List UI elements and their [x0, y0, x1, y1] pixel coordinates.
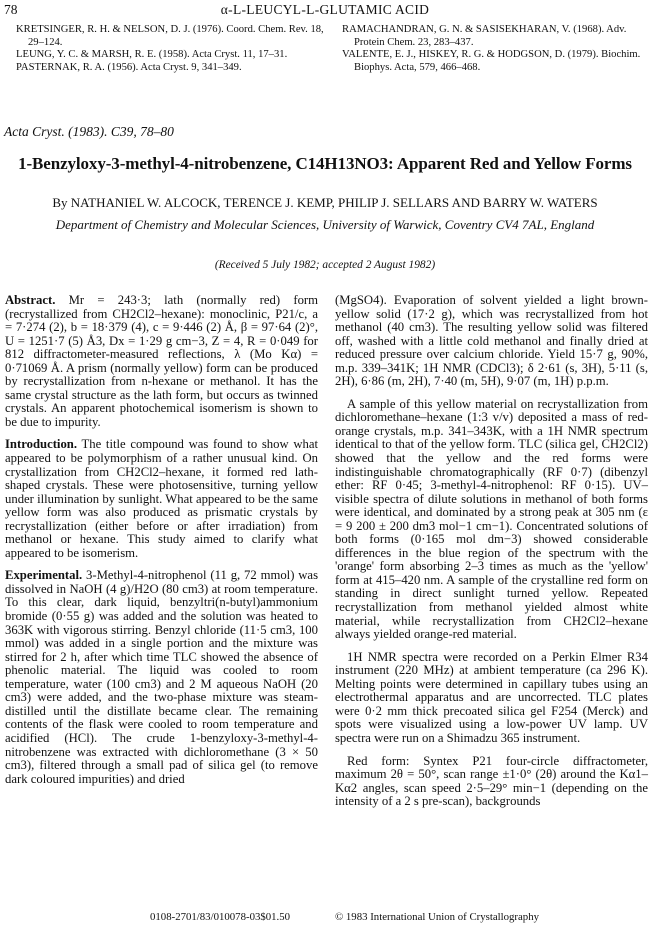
paragraph: A sample of this yellow material on recrystallization from dichloromethane–hexane (1:3 v/v) deposited a mass of red-orange crystals, m.p. 341–343K, with a 1H NMR spectrum identical to that of the yellow form. TLC (silica gel, CH2Cl2) showed that the yellow and the red forms were indistinguishable chromatographically (RF 0·7) (dibenzyl ether: RF 0·45; 3-methyl-4-nitrophenol: RF 0·15). UV–visible spectra of dilute solutions in methanol of both forms were identical, and dominated by a strong peak at 305 nm (ε = 9 200 ± 200 dm3 mol−1 cm−1). Concentrated solutions of both forms (0·165 mol dm−3) showed considerable differences in the blue region of the spectrum with the 'orange' form absorbing 2–3 times as much as the 'yellow' form at 415–420 nm. A sample of the crystalline red form on standing in direct sunlight turned yellow. Repeated recrystallization from methanol yielded almost white material, while recrystallization from CH2Cl2–hexane always yielded orange-red material. — [335, 396, 648, 642]
journal-reference: Acta Cryst. (1983). C39, 78–80 — [4, 124, 174, 139]
authors: By NATHANIEL W. ALCOCK, TERENCE J. KEMP, PHILIP J. SELLARS AND BARRY W. WATERS — [52, 195, 598, 210]
paragraph: 1H NMR spectra were recorded on a Perkin Elmer R34 instrument (220 MHz) at ambient temperature (ca 296 K). Melting points were determined in capillary tubes using an electrothermal apparatus and are uncorrected. TLC plates were 0·2 mm thick precoated silica gel F254 (Merck) and spots were visualized using a low-power UV lamp. UV spectra were run on a Shimadzu 365 instrument. — [335, 649, 648, 745]
abstract-text: Mr = 243·3; lath (normally red) form (recrystallized from CH2Cl2–hexane): monoclinic, P21/c, a = 7·274 (2), b = 18·379 (4), c = 9·446 (2) Å, β = 97·64 (2)°, U = 1251·7 (5) Å3, Dx = 1·29 g cm−3, Z = 4, R = 0·049 for 812 diffractometer-measured reflections, λ (Mo Kα) = 0·71069 Å. A prism (normally yellow) form can be produced by recrystallization from n-hexane or methanol. It has the same crystal structure as the lath form, but occurs as twinned crystals. An apparent photochemical isomerism is shown to be due to impurity. — [5, 293, 319, 429]
references-left — [16, 24, 334, 74]
experimental-text: 3-Methyl-4-nitrophenol (11 g, 72 mmol) was dissolved in NaOH (4 g)/H2O (80 cm3) at room temperature. To this clear, dark liquid, benzyltri(n-butyl)ammonium bromide (0·55 g) was added and the solution was heated to 363K with vigorous stirring. Benzyl chloride (11·5 cm3, 100 mmol) was added in a single portion and the mixture was stirred for 2 h, after which time TLC showed the absence of phenolic material. The liquid was cooled to room temperature, water (100 cm3) and 2 M aqueous NaOH (20 cm3) were added, and the two-phase mixture was steam-distilled until the distillate became clear. The remaining contents of the flask were cooled to room temperature and acidified (HCl). The crude 1-benzyloxy-3-methyl-4-nitrobenzene was extracted with dichloromethane (3 × 50 cm3), filtered through a small pad of silica gel (to remove dark coloured impurities) and dried — [5, 568, 319, 786]
abstract-heading: Abstract. — [5, 293, 56, 307]
introduction-section — [5, 438, 318, 560]
references-right — [342, 24, 642, 74]
introduction-heading: Introduction. — [5, 437, 78, 452]
received-date: (Received 5 July 1982; accepted 2 August 1982) — [214, 259, 436, 271]
footer-code: 0108-2701/83/010078-03$01.50 — [150, 911, 291, 923]
abstract-section — [5, 294, 318, 429]
experimental-heading: Experimental. — [5, 568, 83, 583]
experimental-section — [5, 569, 318, 786]
reference-item: PASTERNAK, R. A. (1956). Acta Cryst. 9, 341–349. — [16, 61, 242, 73]
running-title: α-L-LEUCYL-L-GLUTAMIC ACID — [220, 2, 430, 17]
affiliation: Department of Chemistry and Molecular Sciences, University of Warwick, Coventry CV4 7AL, England — [55, 217, 595, 232]
paragraph: Red form: Syntex P21 four-circle diffractometer, maximum 2θ = 50°, scan range ±1·0° (2θ) around the Kα1–Kα2 angles, scan speed 2·5–29° min−1 (depending on the intensity of a 2 s pre-scan), backgrounds — [335, 753, 648, 809]
right-column — [335, 294, 648, 818]
reference-item: LEUNG, Y. C. & MARSH, R. E. (1958). Acta Cryst. 11, 17–31. — [16, 49, 288, 61]
page-number: 78 — [4, 2, 18, 17]
reference-item: RAMACHANDRAN, G. N. & SASISEKHARAN, V. (1968). Adv. Protein Chem. 23, 283–437. — [342, 24, 627, 48]
left-column — [5, 294, 318, 795]
reference-item: KRETSINGER, R. H. & NELSON, D. J. (1976). Coord. Chem. Rev. 18, 29–124. — [16, 24, 324, 48]
article-title: 1-Benzyloxy-3-methyl-4-nitrobenzene, C14H13NO3: Apparent Red and Yellow Forms — [18, 154, 632, 173]
introduction-text: The title compound was found to show what appeared to be polymorphism of a rather unusual kind. On crystallization from CH2Cl2–hexane, it formed red lath-shaped crystals. These were photosensitive, turning yellow under illumination by sunlight. What appeared to be the same yellow form was also produced as prismatic crystals by recrystallization (either before or after irradiation) from methanol or hexane. This study aimed to clarify what appeared to be isomerism. — [5, 437, 318, 560]
reference-item: VALENTE, E. J., HISKEY, R. G. & HODGSON, D. (1979). Biochim. Biophys. Acta, 579, 466–468. — [342, 49, 641, 73]
footer-copyright: © 1983 International Union of Crystallography — [335, 911, 540, 923]
paragraph: (MgSO4). Evaporation of solvent yielded a light brown-yellow solid (17·2 g), which was recrystallized from hot methanol (40 cm3). The resulting yellow solid was filtered off, washed with a little cold methanol and finally dried at reduced pressure over calcium chloride. Yield 15·7 g, 90%, m.p. 339–341K; 1H NMR (CDCl3); δ 2·61 (s, 3H), 5·11 (s, 2H), 6·86 (m, 2H), 7·40 (m, 5H), 9·07 (m, 1H) p.p.m. — [335, 293, 648, 389]
